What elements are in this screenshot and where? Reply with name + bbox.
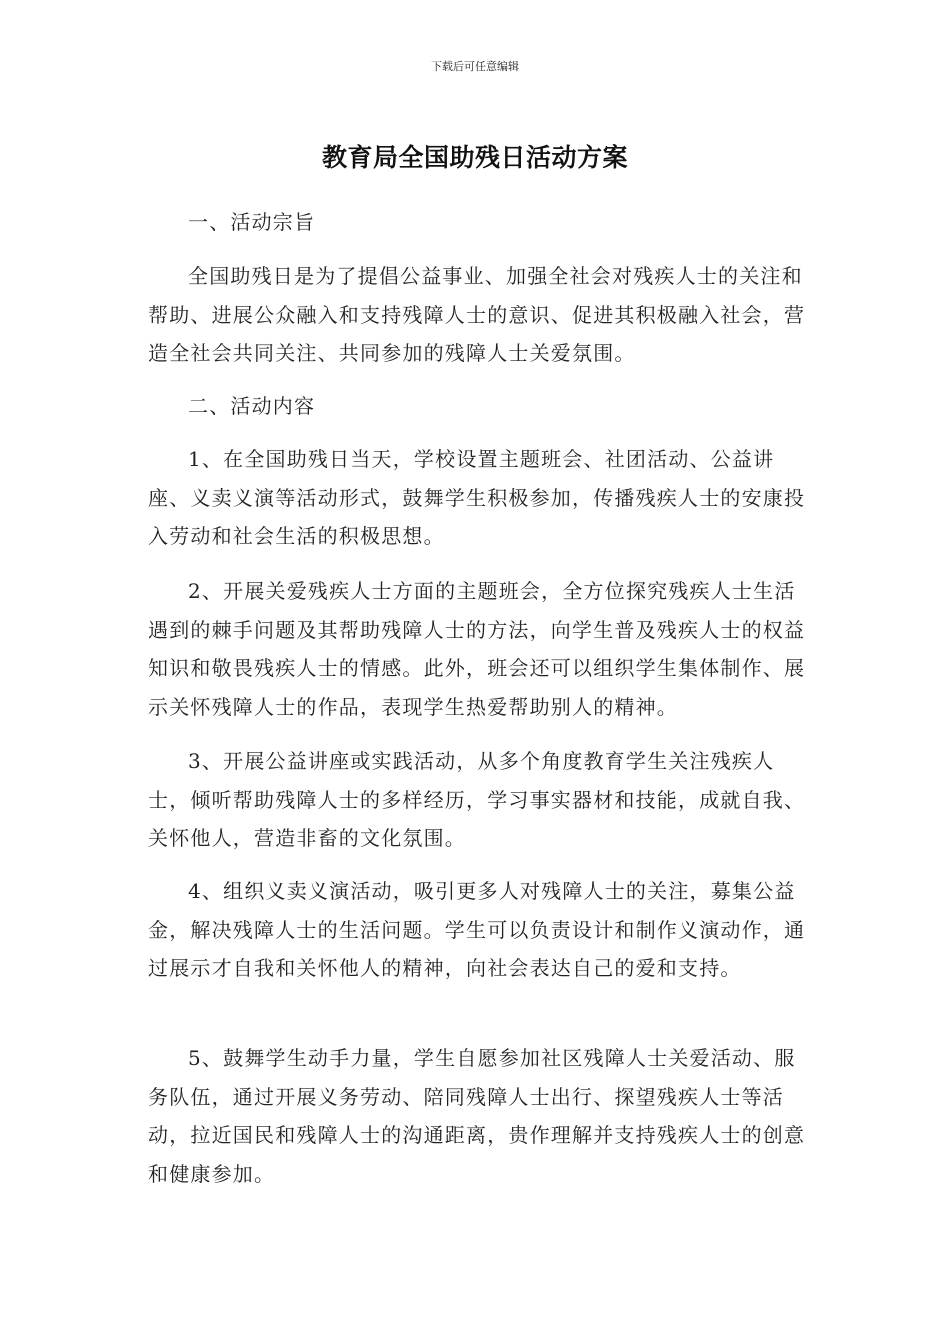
paragraph-text: 全国助残日是为了提倡公益事业、加强全社会对残疾人士的关注和帮助、进展公众融入和支持残障人士的意识、促进其积极融入社会，营造全社会共同关注、共同参加的残障人士关爱氛围。: [148, 264, 806, 365]
document-title: 教育局全国助残日活动方案: [321, 143, 628, 172]
paragraph-aim: [148, 257, 808, 373]
heading-text: 二、活动内容: [188, 394, 316, 418]
paragraph-text: 1、在全国助残日当天，学校设置主题班会、社团活动、公益讲座、义卖义演等活动形式，鼓舞学生积极参加，传播残疾人士的安康投入劳动和社会生活的积极思想。: [148, 447, 806, 548]
heading-text: 一、活动宗旨: [188, 210, 316, 234]
paragraph-text: 2、开展关爱残疾人士方面的主题班会，全方位探究残疾人士生活遇到的棘手问题及其帮助残障人士的方法，向学生普及残疾人士的权益知识和敬畏残疾人士的情感。此外，班会还可以组织学生集体制作、展示关怀残障人士的作品，表现学生热爱帮助别人的精神。: [148, 579, 806, 719]
paragraph-text: 3、开展公益讲座或实践活动，从多个角度教育学生关注残疾人士，倾听帮助残障人士的多样经历，学习事实器材和技能，成就自我、关怀他人，营造非畜的文化氛围。: [148, 749, 806, 850]
paragraph-item-1: [148, 440, 808, 556]
paragraph-text: 4、组织义卖义演活动，吸引更多人对残障人士的关注，募集公益金，解决残障人士的生活问题。学生可以负责设计和制作义演动作，通过展示才自我和关怀他人的精神，向社会表达自己的爱和支持。: [148, 879, 806, 980]
paragraph-item-2: [148, 572, 808, 726]
paragraph-item-5: [148, 1039, 808, 1193]
paragraph-item-3: [148, 742, 808, 858]
section-heading-content: [148, 387, 808, 426]
paragraph-item-4: [148, 872, 808, 988]
section-heading-aim: [148, 203, 808, 242]
paragraph-text: 5、鼓舞学生动手力量，学生自愿参加社区残障人士关爱活动、服务队伍，通过开展义务劳动、陪同残障人士出行、探望残疾人士等活动，拉近国民和残障人士的沟通距离，贵作理解并支持残疾人士的创意和健康参加。: [148, 1046, 806, 1186]
header-note: 下载后可任意编辑: [431, 60, 519, 73]
